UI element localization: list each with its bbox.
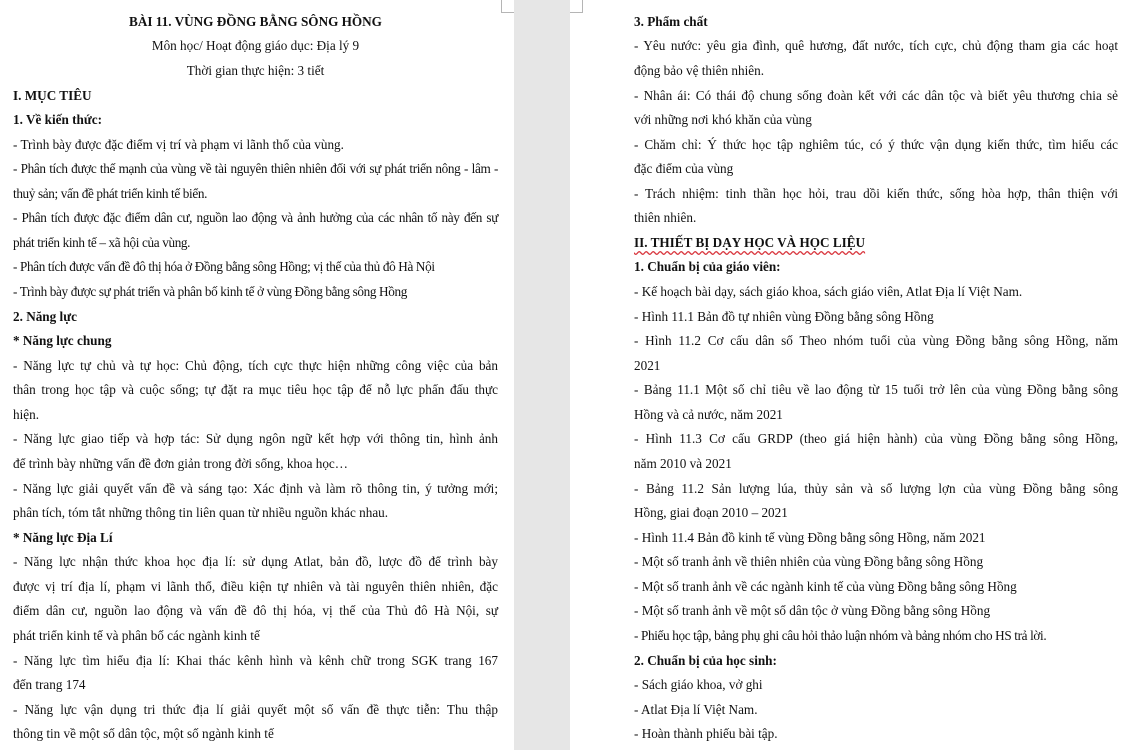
text-line: - Năng lực giao tiếp và hợp tác: Sử dụng ngôn ngữ kết hợp với thông tin, hình ảnh [13, 431, 498, 446]
subsection-heading: * Năng lực Địa Lí [13, 530, 113, 545]
text-line: - Hình 11.3 Cơ cấu GRDP (theo giá hiện hành) của vùng Đồng bằng sông Hồng, [634, 431, 1118, 446]
crop-mark [570, 0, 583, 13]
text-line: - Yêu nước: yêu gia đình, quê hương, đất nước, tích cực, chủ động tham gia các hoạt [634, 38, 1118, 53]
text-line: - Bảng 11.2 Sản lượng lúa, thủy sản và số lượng lợn của vùng Đồng bằng sông [634, 481, 1118, 496]
text-line: 2021 [634, 358, 661, 373]
text-line: - Hoàn thành phiếu bài tập. [634, 726, 778, 741]
text-line: động bảo vệ thiên nhiên. [634, 63, 765, 78]
text-line: thân trong học tập và cuộc sống; tự đặt ra mục tiêu học tập để nỗ lực phấn đấu thực [13, 382, 498, 397]
text-line: thiên nhiên. [634, 210, 697, 225]
text-line: - Một số tranh ảnh về các ngành kinh tế của vùng Đồng bằng sông Hồng [634, 579, 1017, 594]
subsection-heading: 1. Về kiến thức: [13, 112, 102, 127]
text-line: - Kế hoạch bài dạy, sách giáo khoa, sách giáo viên, Atlat Địa lí Việt Nam. [634, 284, 1023, 299]
text-line: Hồng và cả nước, năm 2021 [634, 407, 783, 422]
text-line: - Năng lực nhận thức khoa học địa lí: sử dụng Atlat, bản đồ, lược đồ để trình bày [13, 554, 498, 569]
text-line: - Trách nhiệm: tinh thần học hỏi, trau dồi kiến thức, sống hòa hợp, thân thiện với [634, 186, 1118, 201]
text-line: đến trang 174 [13, 677, 86, 692]
subsection-heading: 3. Phẩm chất [634, 14, 708, 29]
text-line: - Phân tích được thế mạnh của vùng về tài nguyên thiên nhiên đối với sự phát triển nông - lâm - [13, 161, 498, 176]
text-line: - Năng lực tìm hiểu địa lí: Khai thác kênh hình và kênh chữ trong SGK trang 167 [13, 653, 498, 668]
text-line: - Hình 11.4 Bản đồ kinh tế vùng Đồng bằng sông Hồng, năm 2021 [634, 530, 986, 545]
duration-line: Thời gian thực hiện: 3 tiết [186, 63, 325, 78]
document-page-right [570, 0, 1133, 750]
text-line: - Bảng 11.1 Một số chỉ tiêu về lao động từ 15 tuổi trở lên của vùng Đồng bằng sông [634, 382, 1118, 397]
text-line: phát triển kinh tế – xã hội của vùng. [13, 235, 191, 250]
text-line: - Nhân ái: Có thái độ chung sống đoàn kết với các dân tộc và biết yêu thương chia sẻ [634, 88, 1118, 103]
text-line: - Phiếu học tập, bảng phụ ghi câu hỏi thảo luận nhóm và bảng nhóm cho HS trả lời. [634, 628, 1047, 643]
text-line: thuỷ sản; vấn đề phát triển kinh tế biển. [13, 186, 208, 201]
text-line: - Một số tranh ảnh về một số dân tộc ở vùng Đồng bằng sông Hồng [634, 603, 991, 618]
text-line: - Phân tích được vấn đề đô thị hóa ở Đồng bằng sông Hồng; vị thế của thủ đô Hà Nội [13, 259, 435, 274]
text-line: hiện. [13, 407, 40, 422]
text-line: - Hình 11.1 Bản đồ tự nhiên vùng Đồng bằng sông Hồng [634, 309, 934, 324]
lesson-title: BÀI 11. VÙNG ĐỒNG BẰNG SÔNG HỒNG [129, 14, 382, 29]
subsection-heading: 2. Năng lực [13, 309, 77, 324]
text-line: - Trình bày được đặc điểm vị trí và phạm vi lãnh thổ của vùng. [13, 137, 344, 152]
section-heading [634, 234, 1118, 252]
text-line: - Atlat Địa lí Việt Nam. [634, 702, 758, 717]
crop-mark [501, 0, 514, 13]
text-line: điểm dân cư, nguồn lao động và vấn đề đô thị hóa, vị thế của Thủ đô Hà Nội, sự [13, 603, 498, 618]
section-heading-text: II. THIẾT BỊ DẠY HỌC VÀ HỌC LIỆU [634, 235, 866, 250]
text-line: thông tin về một số dân tộc, một số ngành kinh tế [13, 726, 274, 741]
text-line: với những nơi khó khăn của vùng [634, 112, 812, 127]
text-line: - Một số tranh ảnh về thiên nhiên của vùng Đồng bằng sông Hồng [634, 554, 984, 569]
text-line: phát triển kinh tế và phân bố các ngành kinh tế [13, 628, 260, 643]
document-page-left [0, 0, 514, 750]
text-line: - Trình bày được sự phát triển và phân bố kinh tế ở vùng Đồng bằng sông Hồng [13, 284, 407, 299]
text-line: để trình bày những vấn đề đơn giản trong đời sống, khoa học… [13, 456, 348, 471]
text-line: - Hình 11.2 Cơ cấu dân số Theo nhóm tuổi của vùng Đồng bằng sông Hồng, năm [634, 333, 1118, 348]
subsection-heading: 1. Chuẩn bị của giáo viên: [634, 259, 781, 274]
text-line: phân tích, tóm tắt những thông tin liên quan từ nhiều nguồn khác nhau. [13, 505, 389, 520]
text-line: - Chăm chỉ: Ý thức học tập nghiêm túc, có ý thức vận dụng kiến thức, tìm hiểu các [634, 137, 1118, 152]
subsection-heading: 2. Chuẩn bị của học sinh: [634, 653, 777, 668]
text-line: - Năng lực tự chủ và tự học: Chủ động, tích cực thực hiện những công việc của bản [13, 358, 498, 373]
text-line: được vị trí địa lí, phạm vi lãnh thổ, điều kiện tự nhiên và tài nguyên thiên nhiên, đặc [13, 579, 498, 594]
text-line: - Năng lực giải quyết vấn đề và sáng tạo: Xác định và làm rõ thông tin, ý tưởng mới; [13, 481, 498, 496]
text-line: - Sách giáo khoa, vở ghi [634, 677, 763, 692]
section-heading: I. MỤC TIÊU [13, 88, 92, 103]
text-line: đặc điểm của vùng [634, 161, 734, 176]
text-line: Hồng, giai đoạn 2010 – 2021 [634, 505, 788, 520]
text-line: - Năng lực vận dụng tri thức địa lí giải quyết một số vấn đề thực tiễn: Thu thập [13, 702, 498, 717]
subject-line: Môn học/ Hoạt động giáo dục: Địa lý 9 [151, 38, 360, 53]
text-line: năm 2010 và 2021 [634, 456, 732, 471]
text-line: - Phân tích được đặc điểm dân cư, nguồn lao động và ảnh hưởng của các nhân tố này đến sự [13, 210, 498, 225]
subsection-heading: * Năng lực chung [13, 333, 112, 348]
